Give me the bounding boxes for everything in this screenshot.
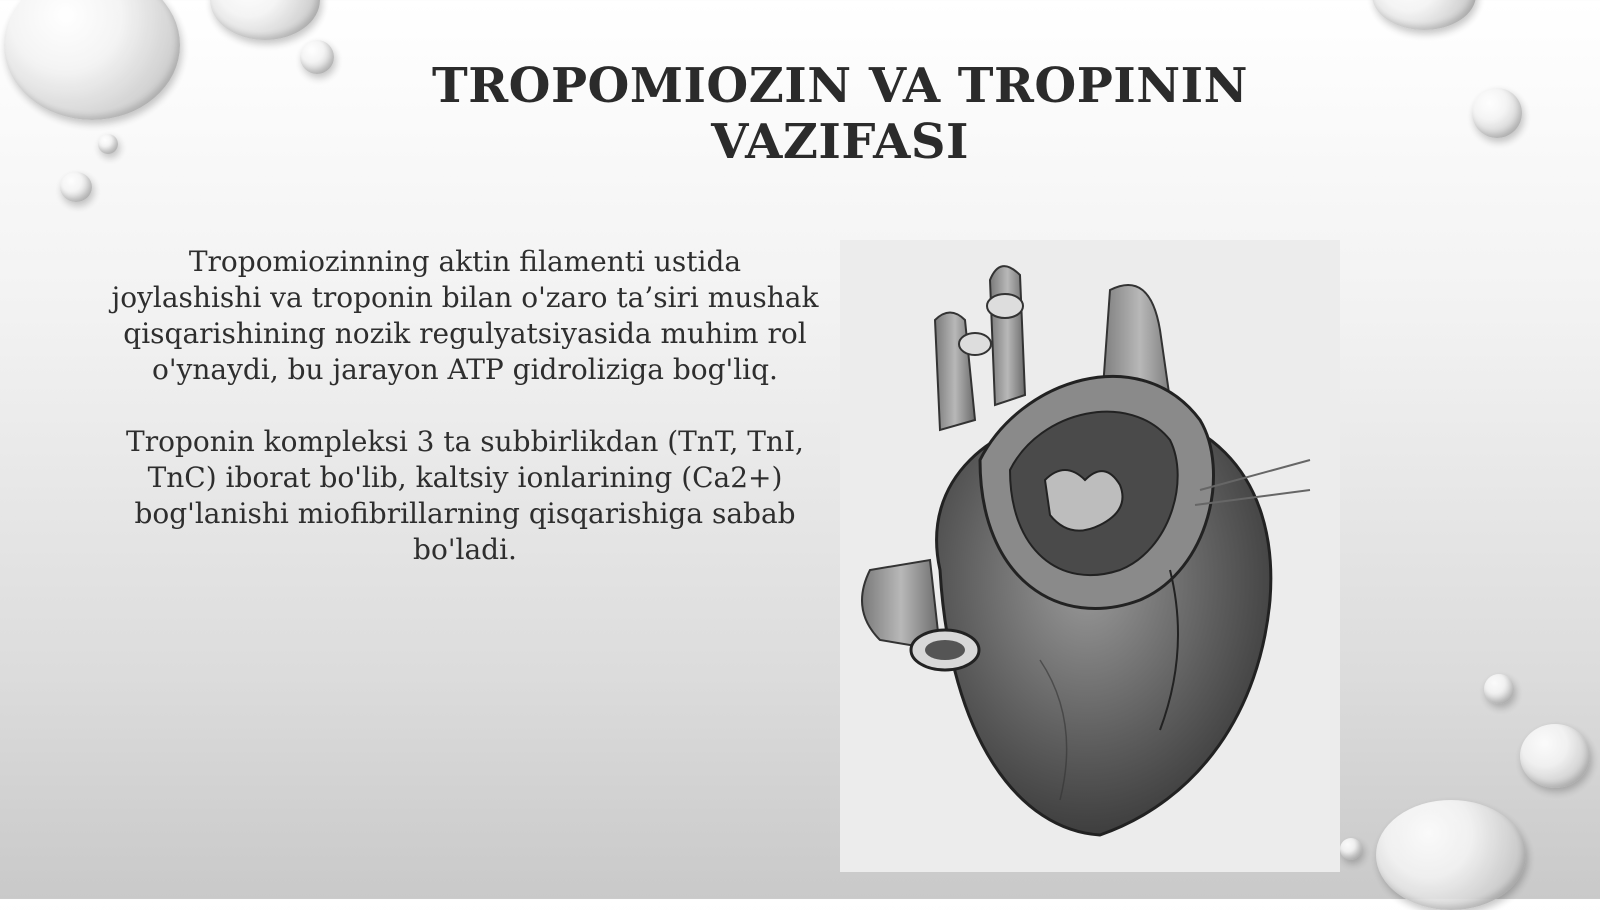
body-text xyxy=(110,244,820,604)
paragraph-tropomyosin: Tropomiozinning aktin filamenti ustida joylashishi va troponin bilan o'zaro ta’siri mushak qisqarishining nozik regulyatsiyasida muhim rol o'ynaydi, bu jarayon ATP gidroliziga bog'liq. xyxy=(111,245,819,386)
slide-title: TROPOMIOZIN VA TROPININ VAZIFASI xyxy=(432,58,1248,170)
water-drop-decoration xyxy=(4,0,180,120)
water-drop-decoration xyxy=(98,134,118,154)
water-drop-decoration xyxy=(1376,800,1526,910)
water-drop-decoration xyxy=(1484,674,1514,704)
water-drop-decoration xyxy=(1340,838,1362,860)
heart-drawing xyxy=(840,240,1340,872)
water-drop-decoration xyxy=(1372,0,1476,30)
water-drop-decoration xyxy=(1472,88,1522,138)
heart-illustration xyxy=(840,240,1340,872)
paragraph-troponin: Troponin kompleksi 3 ta subbirlikdan (TnT, TnI, TnC) iborat bo'lib, kaltsiy ionlarining (Ca2+) bog'lanishi miofibrillarning qisqarishiga sabab bo'ladi. xyxy=(126,425,804,566)
water-drop-decoration xyxy=(1520,724,1590,788)
water-drop-decoration xyxy=(60,172,92,202)
water-drop-decoration xyxy=(210,0,320,40)
